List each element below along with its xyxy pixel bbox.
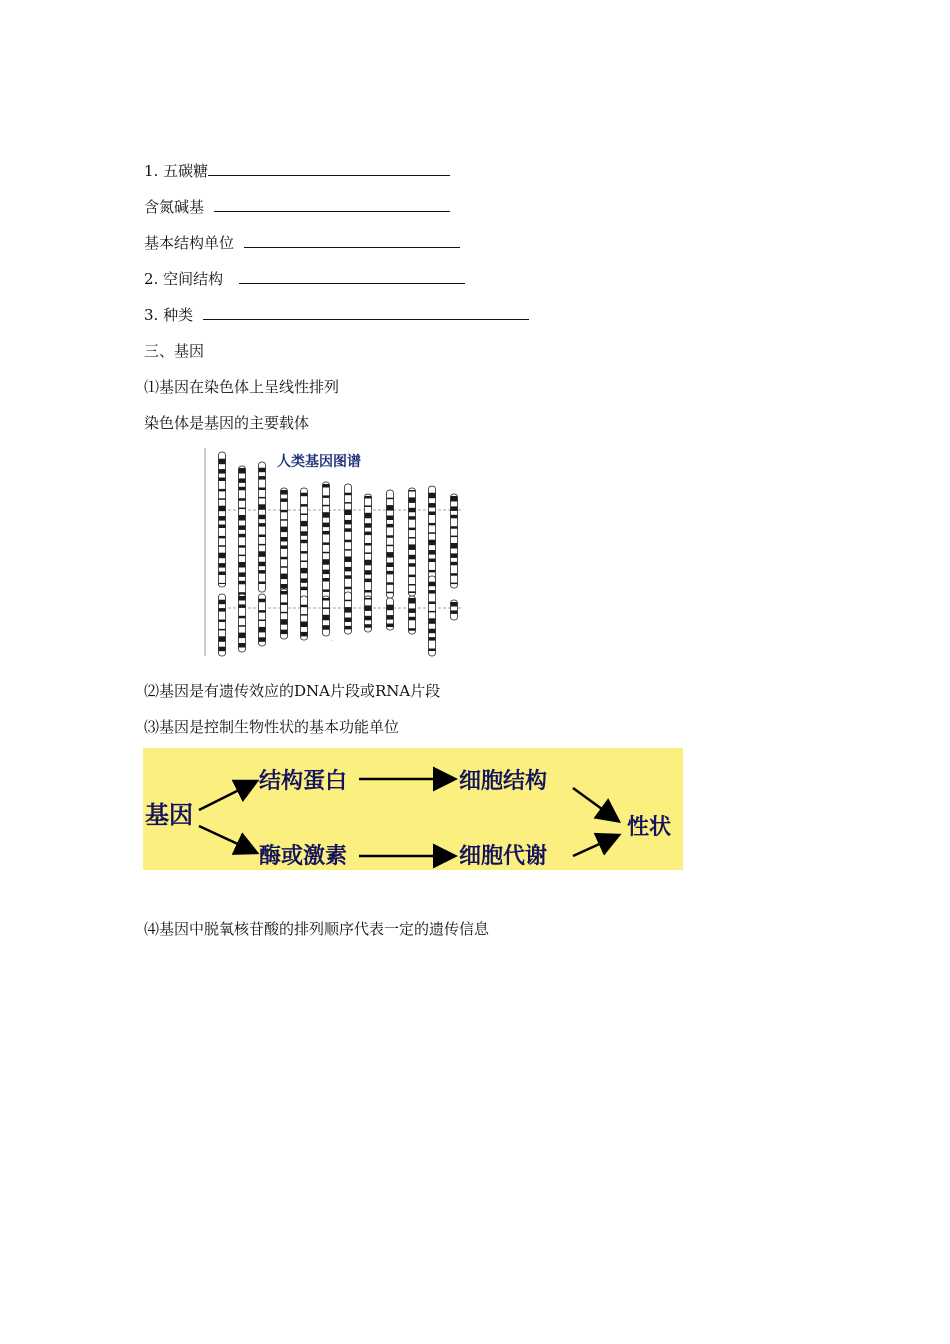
flow-svg bbox=[143, 748, 683, 870]
point-3: ⑶基因是控制生物性状的基本功能单位 bbox=[144, 718, 400, 736]
chromosome-ideogram bbox=[219, 594, 226, 656]
flow-gene: 基因 bbox=[145, 800, 193, 829]
flow-cell-structure: 细胞结构 bbox=[459, 768, 548, 794]
chromosome-ideogram bbox=[429, 576, 436, 656]
q1-pentose-blank[interactable] bbox=[208, 161, 450, 176]
q1-base-blank[interactable] bbox=[214, 197, 450, 212]
q1-base-line bbox=[144, 197, 450, 217]
chromosome-ideogram bbox=[409, 488, 416, 596]
q2-structure-label: 2. 空间结构 bbox=[144, 270, 224, 288]
q1-unit-label: 基本结构单位 bbox=[144, 234, 235, 252]
chromosome-ideogram bbox=[429, 486, 436, 590]
q2-structure-line bbox=[144, 269, 465, 289]
chromosome-ideogram bbox=[387, 598, 394, 630]
q3-kinds-blank[interactable] bbox=[203, 305, 529, 320]
karyotype-image bbox=[200, 444, 470, 660]
point-1-note: 染色体是基因的主要载体 bbox=[144, 414, 310, 432]
chromosome-ideogram bbox=[239, 594, 246, 652]
flow-structural-protein: 结构蛋白 bbox=[259, 768, 348, 794]
karyotype-figure bbox=[200, 444, 470, 660]
chromosome-ideogram bbox=[219, 452, 226, 587]
chromosome-ideogram bbox=[301, 596, 308, 640]
q3-kinds-line bbox=[144, 305, 529, 325]
q2-structure-blank[interactable] bbox=[239, 269, 465, 284]
q1-unit-blank[interactable] bbox=[244, 233, 460, 248]
q1-base-label: 含氮碱基 bbox=[144, 198, 205, 216]
chromosome-ideogram bbox=[259, 594, 266, 646]
chromosome-ideogram bbox=[451, 600, 458, 620]
point-4: ⑷基因中脱氧核苷酸的排列顺序代表一定的遗传信息 bbox=[144, 920, 490, 938]
chromosome-ideogram bbox=[345, 484, 352, 602]
chromosome-ideogram bbox=[259, 462, 266, 592]
q1-pentose-line bbox=[144, 161, 450, 181]
chromosome-ideogram bbox=[345, 592, 352, 634]
chromosome-ideogram bbox=[323, 596, 330, 636]
chromosome-ideogram bbox=[301, 488, 308, 612]
svg-text:·: · bbox=[332, 638, 334, 644]
chromosome-ideogram bbox=[239, 466, 246, 602]
chromosome-ideogram bbox=[281, 589, 288, 639]
q1-pentose-label: 1. 五碳糖 bbox=[144, 162, 209, 180]
karyotype-title: 人类基因图谱 bbox=[277, 454, 361, 470]
point-2: ⑵基因是有遗传效应的DNA片段或RNA片段 bbox=[144, 682, 441, 700]
chromosome-ideogram bbox=[451, 494, 458, 588]
gene-trait-flow-diagram bbox=[143, 748, 683, 870]
flow-trait: 性状 bbox=[627, 814, 672, 840]
q1-unit-line bbox=[144, 233, 460, 253]
section-title: 三、基因 bbox=[144, 342, 205, 360]
chromosome-ideogram bbox=[323, 482, 330, 614]
q3-kinds-label: 3. 种类 bbox=[144, 306, 194, 324]
chromosome-ideogram bbox=[387, 490, 394, 598]
chromosome-ideogram bbox=[365, 494, 372, 602]
chromosome-ideogram bbox=[365, 596, 372, 632]
point-1: ⑴基因在染色体上呈线性排列 bbox=[144, 378, 340, 396]
flow-enzyme-hormone: 酶或激素 bbox=[259, 843, 348, 869]
chromosome-ideogram bbox=[409, 596, 416, 634]
flow-cell-metabolism: 细胞代谢 bbox=[459, 843, 548, 869]
